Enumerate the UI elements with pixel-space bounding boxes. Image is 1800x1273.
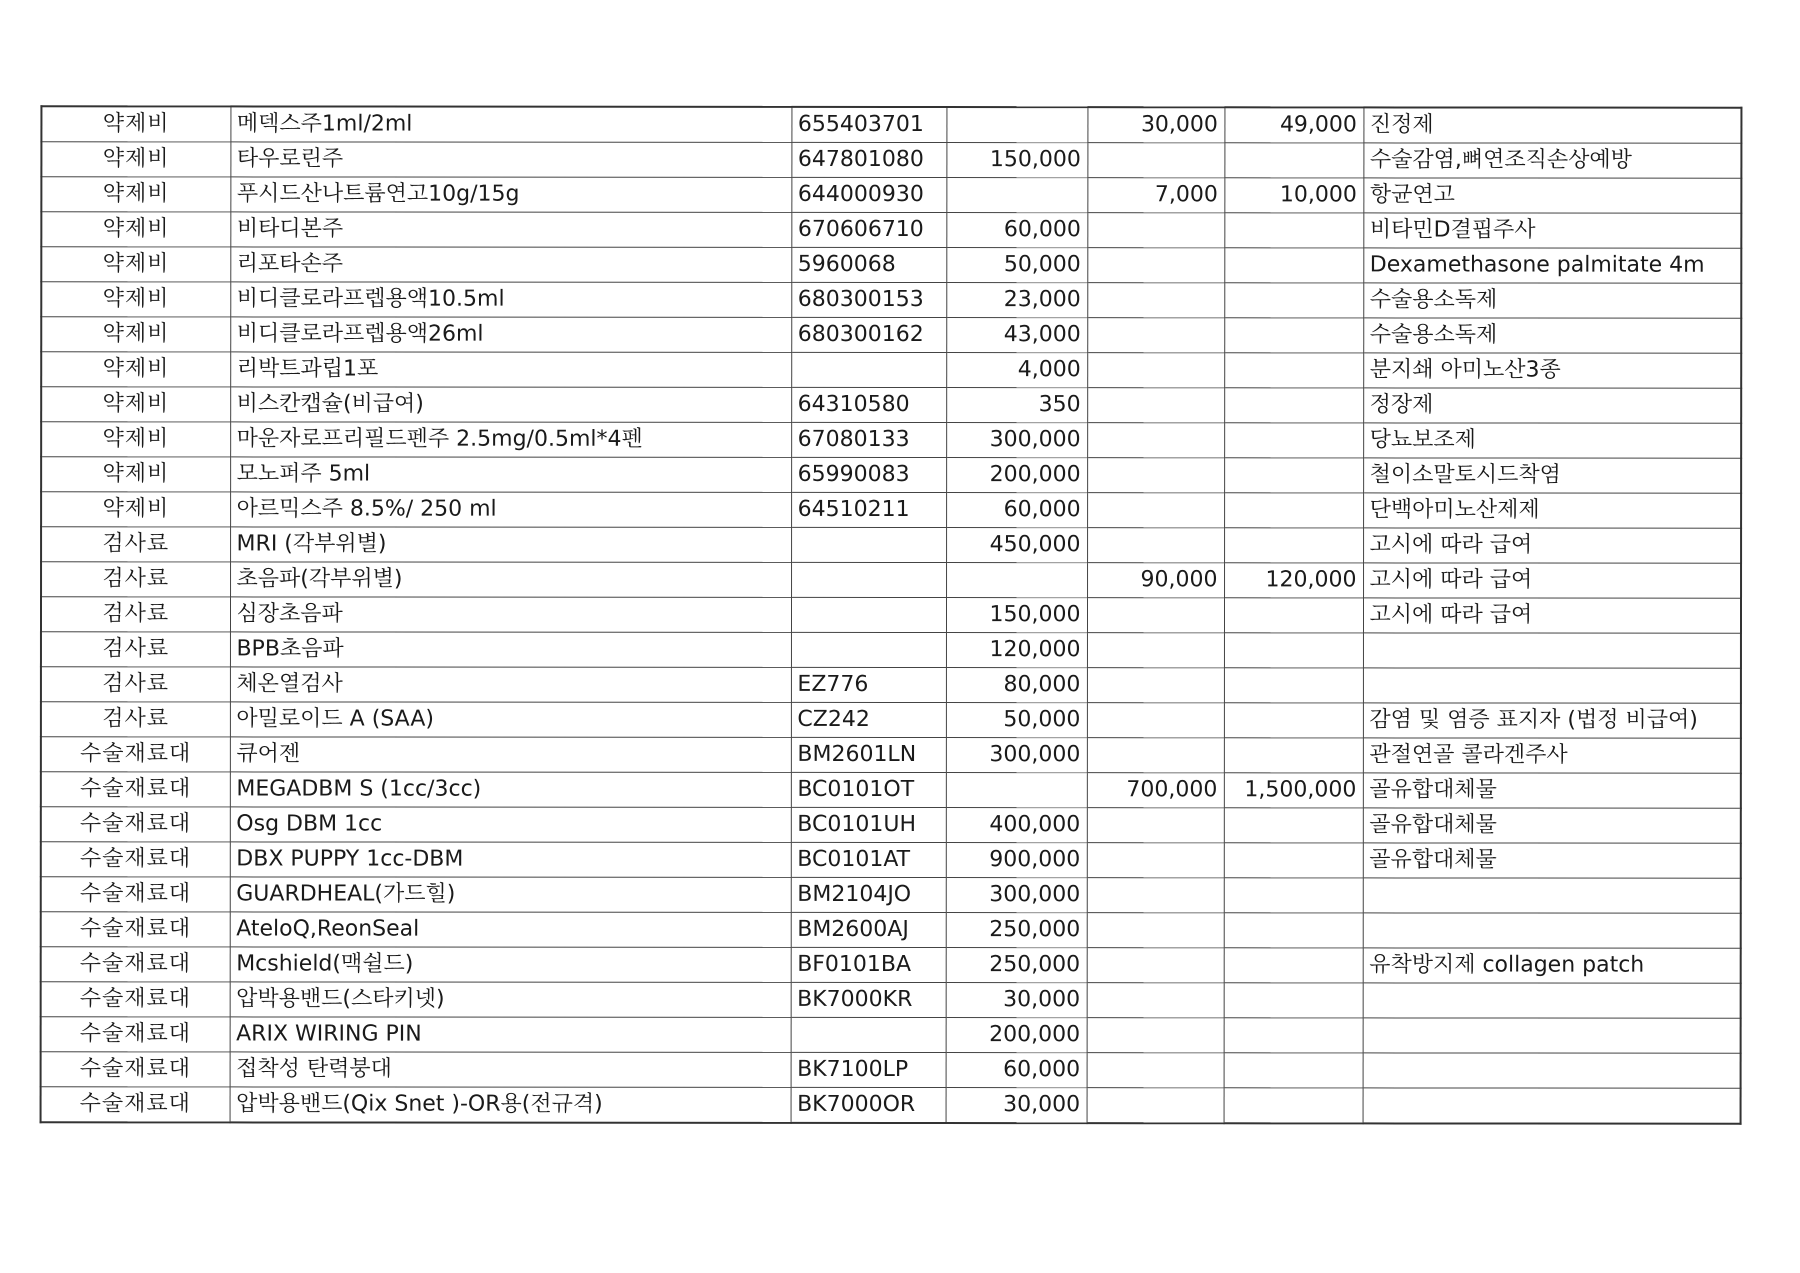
table-row — [41, 457, 1741, 493]
price-cell — [946, 107, 1087, 143]
table-row — [41, 492, 1741, 528]
item-name-cell: 큐어젠 — [230, 737, 791, 772]
table-row — [41, 177, 1741, 213]
table-row — [41, 422, 1741, 458]
price-cell: 150,000 — [946, 598, 1087, 633]
min-price-cell — [1087, 458, 1224, 493]
item-name-cell: 아르믹스주 8.5%/ 250 ml — [230, 492, 791, 527]
category-cell: 약제비 — [41, 247, 230, 282]
category-cell: 검사료 — [41, 702, 230, 737]
table-row — [41, 527, 1741, 563]
max-price-cell — [1224, 1053, 1363, 1088]
code-cell: BM2600AJ — [791, 912, 946, 947]
note-cell: 골유합대체물 — [1363, 843, 1741, 878]
table-row — [41, 877, 1741, 913]
table-row — [41, 702, 1741, 738]
category-cell: 수술재료대 — [41, 1017, 230, 1052]
code-cell: 67080133 — [791, 422, 946, 457]
category-cell: 약제비 — [41, 387, 230, 422]
max-price-cell — [1224, 423, 1363, 458]
code-cell: 644000930 — [791, 177, 946, 212]
price-cell: 30,000 — [946, 983, 1087, 1018]
table-row — [41, 142, 1741, 178]
price-cell: 400,000 — [946, 808, 1087, 843]
category-cell: 약제비 — [41, 177, 230, 212]
price-cell — [946, 178, 1087, 213]
note-cell — [1363, 913, 1741, 948]
price-cell: 23,000 — [946, 283, 1087, 318]
category-cell: 검사료 — [41, 632, 230, 667]
note-cell: 고시에 따라 급여 — [1363, 528, 1741, 563]
min-price-cell — [1087, 143, 1224, 178]
fee-table — [40, 105, 1743, 1124]
max-price-cell — [1224, 458, 1363, 493]
table-row — [41, 842, 1741, 878]
note-cell: 골유합대체물 — [1363, 773, 1741, 808]
max-price-cell: 120,000 — [1224, 563, 1363, 598]
price-cell: 200,000 — [946, 458, 1087, 493]
table-row — [41, 667, 1741, 703]
code-cell: 5960068 — [791, 247, 946, 282]
item-name-cell: GUARDHEAL(가드힐) — [230, 877, 791, 912]
min-price-cell — [1087, 528, 1224, 563]
min-price-cell — [1087, 948, 1224, 983]
max-price-cell — [1224, 248, 1363, 283]
item-name-cell: DBX PUPPY 1cc-DBM — [230, 842, 791, 877]
max-price-cell — [1224, 983, 1363, 1018]
note-cell: 분지쇄 아미노산3종 — [1363, 353, 1741, 388]
code-cell: 680300162 — [791, 317, 946, 352]
item-name-cell: 초음파(각부위별) — [230, 562, 791, 597]
category-cell: 약제비 — [41, 457, 230, 492]
min-price-cell — [1087, 983, 1224, 1018]
code-cell: CZ242 — [791, 702, 946, 737]
code-cell — [791, 562, 946, 597]
table-row — [41, 387, 1741, 423]
fee-table-body — [41, 106, 1742, 1123]
min-price-cell — [1087, 353, 1224, 388]
item-name-cell: 심장초음파 — [230, 597, 791, 632]
min-price-cell — [1087, 1088, 1224, 1124]
table-row — [41, 1052, 1741, 1088]
max-price-cell — [1224, 143, 1363, 178]
max-price-cell — [1224, 738, 1363, 773]
table-row — [41, 106, 1741, 143]
note-cell: 수술감염,뼈연조직손상예방 — [1363, 143, 1741, 178]
min-price-cell — [1087, 493, 1224, 528]
min-price-cell — [1087, 283, 1224, 318]
item-name-cell: Osg DBM 1cc — [230, 807, 791, 842]
item-name-cell: 압박용밴드(스타키넷) — [230, 982, 791, 1017]
price-cell: 60,000 — [946, 1053, 1087, 1088]
note-cell: 고시에 따라 급여 — [1363, 598, 1741, 633]
note-cell: 당뇨보조제 — [1363, 423, 1741, 458]
item-name-cell: 비디클로라프렙용액10.5ml — [230, 282, 791, 317]
min-price-cell — [1087, 633, 1224, 668]
note-cell — [1363, 983, 1741, 1018]
note-cell — [1363, 668, 1741, 703]
item-name-cell: AteloQ,ReonSeal — [230, 912, 791, 947]
category-cell: 수술재료대 — [41, 1052, 230, 1087]
max-price-cell — [1224, 598, 1363, 633]
item-name-cell: Mcshield(맥쉴드) — [230, 947, 791, 982]
max-price-cell — [1224, 388, 1363, 423]
price-cell: 250,000 — [946, 948, 1087, 983]
table-row — [41, 317, 1741, 353]
min-price-cell — [1087, 668, 1224, 703]
price-cell: 60,000 — [946, 213, 1087, 248]
category-cell: 수술재료대 — [41, 1087, 230, 1123]
category-cell: 수술재료대 — [41, 982, 230, 1017]
item-name-cell: 압박용밴드(Qix Snet )-OR용(전규격) — [230, 1087, 791, 1123]
min-price-cell — [1087, 598, 1224, 633]
item-name-cell: 비디클로라프렙용액26ml — [230, 317, 791, 352]
item-name-cell: 접착성 탄력붕대 — [230, 1052, 791, 1087]
category-cell: 약제비 — [41, 492, 230, 527]
code-cell: 647801080 — [791, 142, 946, 177]
code-cell: BM2601LN — [791, 737, 946, 772]
max-price-cell — [1224, 913, 1363, 948]
note-cell: 고시에 따라 급여 — [1363, 563, 1741, 598]
item-name-cell: 푸시드산나트륨연고10g/15g — [230, 177, 791, 212]
code-cell: EZ776 — [791, 667, 946, 702]
max-price-cell: 1,500,000 — [1224, 773, 1363, 808]
min-price-cell — [1087, 248, 1224, 283]
category-cell: 약제비 — [41, 422, 230, 457]
note-cell: 감염 및 염증 표지자 (법정 비급여) — [1363, 703, 1741, 738]
code-cell — [791, 352, 946, 387]
price-cell: 300,000 — [946, 878, 1087, 913]
min-price-cell — [1087, 913, 1224, 948]
category-cell: 약제비 — [41, 317, 230, 352]
item-name-cell: ARIX WIRING PIN — [230, 1017, 791, 1052]
max-price-cell — [1224, 948, 1363, 983]
note-cell: 골유합대체물 — [1363, 808, 1741, 843]
note-cell: 수술용소독제 — [1363, 318, 1741, 353]
category-cell: 수술재료대 — [41, 842, 230, 877]
category-cell: 약제비 — [41, 282, 230, 317]
table-row — [41, 982, 1741, 1018]
price-cell — [946, 563, 1087, 598]
item-name-cell: MEGADBM S (1cc/3cc) — [230, 772, 791, 807]
price-cell — [946, 773, 1087, 808]
table-row — [41, 632, 1741, 668]
category-cell: 수술재료대 — [41, 737, 230, 772]
item-name-cell: 마운자로프리필드펜주 2.5mg/0.5ml*4펜 — [230, 422, 791, 457]
max-price-cell — [1224, 703, 1363, 738]
item-name-cell: MRI (각부위별) — [230, 527, 791, 562]
price-cell: 4,000 — [946, 353, 1087, 388]
price-cell: 50,000 — [946, 248, 1087, 283]
note-cell: 관절연골 콜라겐주사 — [1363, 738, 1741, 773]
table-row — [41, 737, 1741, 773]
max-price-cell — [1224, 1088, 1363, 1124]
min-price-cell — [1087, 213, 1224, 248]
table-row — [41, 352, 1741, 388]
category-cell: 수술재료대 — [41, 877, 230, 912]
item-name-cell: 리박트과립1포 — [230, 352, 791, 387]
note-cell — [1363, 1088, 1741, 1124]
max-price-cell — [1224, 668, 1363, 703]
code-cell: 680300153 — [791, 282, 946, 317]
price-cell: 150,000 — [946, 143, 1087, 178]
category-cell: 수술재료대 — [41, 807, 230, 842]
min-price-cell — [1087, 1018, 1224, 1053]
table-row — [41, 1017, 1741, 1053]
code-cell: BC0101UH — [791, 807, 946, 842]
item-name-cell: 리포타손주 — [230, 247, 791, 282]
category-cell: 약제비 — [41, 352, 230, 387]
code-cell: BK7100LP — [791, 1052, 946, 1087]
note-cell — [1363, 633, 1741, 668]
price-cell: 250,000 — [946, 913, 1087, 948]
price-cell: 80,000 — [946, 668, 1087, 703]
note-cell: 유착방지제 collagen patch — [1363, 948, 1741, 983]
item-name-cell: 메덱스주1ml/2ml — [230, 106, 791, 142]
max-price-cell — [1224, 318, 1363, 353]
price-cell: 450,000 — [946, 528, 1087, 563]
table-row — [41, 282, 1741, 318]
max-price-cell — [1224, 843, 1363, 878]
category-cell: 검사료 — [41, 597, 230, 632]
table-row — [41, 947, 1741, 983]
code-cell: 64510211 — [791, 492, 946, 527]
item-name-cell: 아밀로이드 A (SAA) — [230, 702, 791, 737]
code-cell: 670606710 — [791, 212, 946, 247]
max-price-cell: 49,000 — [1224, 107, 1363, 143]
price-cell: 300,000 — [946, 423, 1087, 458]
item-name-cell: 비타디본주 — [230, 212, 791, 247]
max-price-cell — [1224, 213, 1363, 248]
note-cell — [1363, 1018, 1741, 1053]
code-cell: BC0101AT — [791, 842, 946, 877]
table-row — [41, 562, 1741, 598]
note-cell: 항균연고 — [1363, 178, 1741, 213]
note-cell: 정장제 — [1363, 388, 1741, 423]
max-price-cell — [1224, 808, 1363, 843]
price-cell: 300,000 — [946, 738, 1087, 773]
table-row — [41, 772, 1741, 808]
note-cell — [1363, 1053, 1741, 1088]
category-cell: 약제비 — [41, 142, 230, 177]
max-price-cell — [1224, 353, 1363, 388]
min-price-cell — [1087, 703, 1224, 738]
category-cell: 수술재료대 — [41, 772, 230, 807]
note-cell: 진정제 — [1363, 107, 1741, 143]
code-cell — [791, 597, 946, 632]
code-cell: BC0101OT — [791, 772, 946, 807]
category-cell: 약제비 — [41, 106, 230, 142]
category-cell: 약제비 — [41, 212, 230, 247]
table-row — [41, 807, 1741, 843]
min-price-cell — [1087, 318, 1224, 353]
min-price-cell: 7,000 — [1087, 178, 1224, 213]
min-price-cell — [1087, 1053, 1224, 1088]
note-cell: Dexamethasone palmitate 4m — [1363, 248, 1741, 283]
price-cell: 350 — [946, 388, 1087, 423]
min-price-cell: 700,000 — [1087, 773, 1224, 808]
max-price-cell — [1224, 878, 1363, 913]
price-cell: 900,000 — [946, 843, 1087, 878]
item-name-cell: 타우로린주 — [230, 142, 791, 177]
min-price-cell — [1087, 878, 1224, 913]
item-name-cell: 비스칸캡슐(비급여) — [230, 387, 791, 422]
max-price-cell — [1224, 1018, 1363, 1053]
category-cell: 검사료 — [41, 562, 230, 597]
code-cell: 65990083 — [791, 457, 946, 492]
category-cell: 검사료 — [41, 667, 230, 702]
price-cell: 43,000 — [946, 318, 1087, 353]
note-cell: 수술용소독제 — [1363, 283, 1741, 318]
item-name-cell: 모노퍼주 5ml — [230, 457, 791, 492]
min-price-cell: 30,000 — [1087, 107, 1224, 143]
code-cell: BM2104JO — [791, 877, 946, 912]
category-cell: 수술재료대 — [41, 947, 230, 982]
item-name-cell: BPB초음파 — [230, 632, 791, 667]
code-cell: BK7000OR — [791, 1087, 946, 1123]
item-name-cell: 체온열검사 — [230, 667, 791, 702]
price-cell: 50,000 — [946, 703, 1087, 738]
price-cell: 200,000 — [946, 1018, 1087, 1053]
min-price-cell: 90,000 — [1087, 563, 1224, 598]
code-cell: BK7000KR — [791, 982, 946, 1017]
table-row — [41, 247, 1741, 283]
note-cell — [1363, 878, 1741, 913]
min-price-cell — [1087, 843, 1224, 878]
max-price-cell — [1224, 493, 1363, 528]
price-cell: 30,000 — [946, 1088, 1087, 1124]
min-price-cell — [1087, 388, 1224, 423]
table-row — [41, 1087, 1741, 1124]
min-price-cell — [1087, 738, 1224, 773]
max-price-cell — [1224, 633, 1363, 668]
code-cell: 655403701 — [791, 107, 946, 143]
table-row — [41, 912, 1741, 948]
note-cell: 단백아미노산제제 — [1363, 493, 1741, 528]
code-cell: BF0101BA — [791, 947, 946, 982]
category-cell: 수술재료대 — [41, 912, 230, 947]
code-cell — [791, 527, 946, 562]
max-price-cell — [1224, 283, 1363, 318]
max-price-cell — [1224, 528, 1363, 563]
price-cell: 120,000 — [946, 633, 1087, 668]
max-price-cell: 10,000 — [1224, 178, 1363, 213]
code-cell: 64310580 — [791, 387, 946, 422]
note-cell: 철이소말토시드착염 — [1363, 458, 1741, 493]
min-price-cell — [1087, 423, 1224, 458]
code-cell — [791, 1017, 946, 1052]
price-cell: 60,000 — [946, 493, 1087, 528]
table-row — [41, 212, 1741, 248]
code-cell — [791, 632, 946, 667]
table-row — [41, 597, 1741, 633]
category-cell: 검사료 — [41, 527, 230, 562]
note-cell: 비타민D결핍주사 — [1363, 213, 1741, 248]
min-price-cell — [1087, 808, 1224, 843]
